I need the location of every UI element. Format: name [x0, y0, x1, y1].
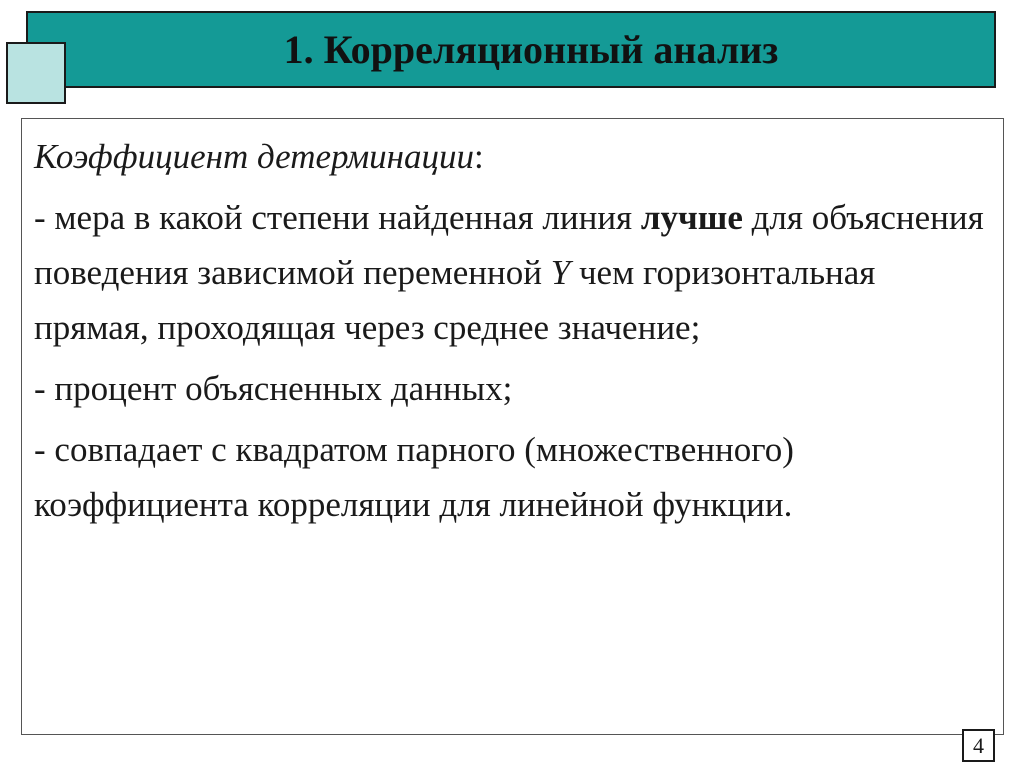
bullet-item-1 — [34, 190, 994, 355]
bullet-1-bold-word: лучше — [640, 198, 743, 237]
bullet-1-text-c: чем горизонтальная прямая, проходящая через среднее значение; — [34, 253, 876, 347]
definition-heading — [34, 129, 994, 184]
definition-term: Коэффициент детерминации — [34, 137, 475, 176]
slide-content — [34, 129, 994, 538]
decorative-corner-square — [6, 42, 66, 104]
slide-title: 1. Корреляционный анализ — [283, 27, 779, 72]
content-box — [21, 118, 1004, 735]
bullet-item-2: - процент объясненных данных; — [34, 369, 513, 408]
bullet-1-variable: Y — [550, 253, 571, 292]
slide-title-bar — [26, 11, 996, 88]
page-number: 4 — [962, 729, 995, 762]
definition-colon: : — [474, 137, 484, 176]
bullet-item-3: - совпадает с квадратом парного (множественного) коэффициента корреляции для линейной функции. — [34, 430, 794, 524]
bullet-1-text-b: для объяснения поведения зависимой переменной — [34, 198, 984, 292]
bullet-1-text-a: - мера в какой степени найденная линия — [34, 198, 641, 237]
